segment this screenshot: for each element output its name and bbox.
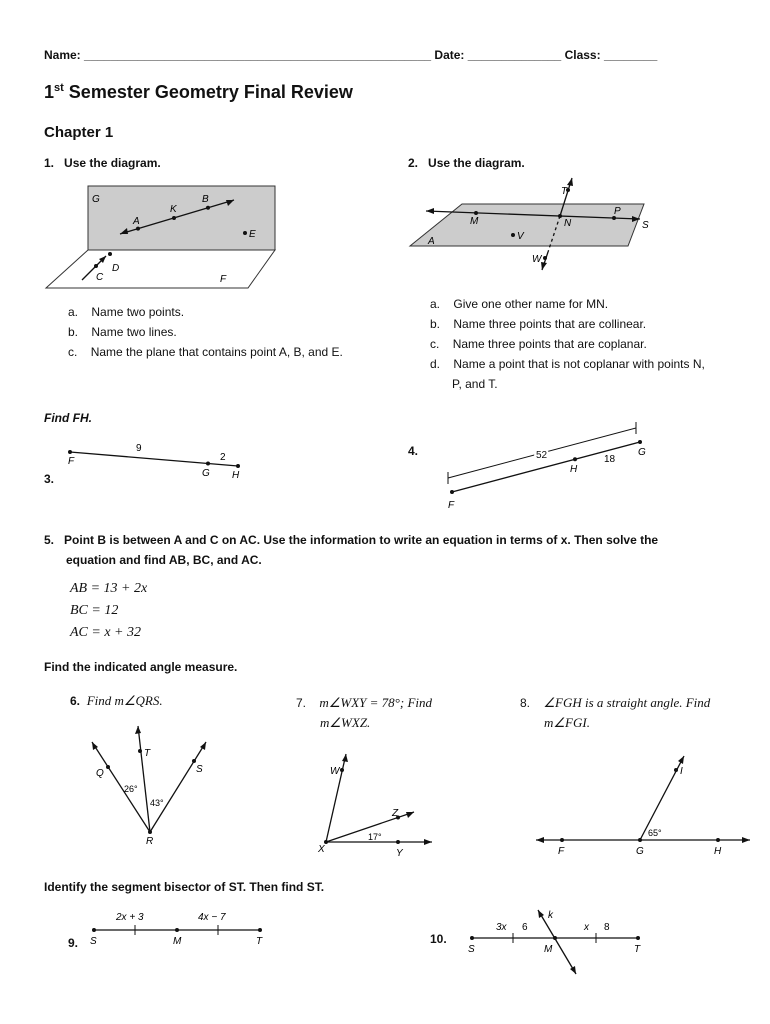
q9-segment-diagram	[84, 906, 284, 950]
page-title	[44, 82, 353, 103]
q10-label-m: M	[544, 944, 553, 955]
q10-length-sx: 3x	[496, 922, 507, 933]
q5-prompt-line2: equation and find AB, BC, and AC.	[66, 553, 262, 567]
q2-label-w: W	[532, 254, 542, 265]
q1-label-f: F	[220, 274, 227, 285]
q6-prompt: 6. Find m∠QRS.	[70, 693, 163, 708]
name-blank[interactable]: ____________________________________________________	[84, 48, 432, 62]
q9-number: 9.	[68, 936, 79, 950]
q10-number: 10.	[430, 932, 447, 946]
q8-angle-1: 65°	[648, 828, 662, 838]
q1-subquestions	[68, 302, 343, 362]
q6-label-q: Q	[96, 768, 104, 779]
name-label: Name:	[44, 48, 81, 62]
q4-length-hg: 18	[604, 454, 616, 465]
q1-item: b. Name two lines.	[68, 325, 177, 339]
q5-equations	[70, 578, 147, 644]
q1-label-c: C	[96, 272, 104, 283]
q7-angle-diagram	[312, 748, 452, 858]
q4-length-fg: 52	[536, 450, 548, 461]
q7-angle-1: 17°	[368, 832, 382, 842]
q1-label-b: B	[202, 194, 209, 205]
q10-label-k: k	[548, 910, 553, 921]
q1-heading	[44, 156, 161, 170]
q2-plane-diagram	[404, 174, 654, 274]
q2-subquestions	[430, 294, 705, 394]
q6-angle-2: 43°	[150, 798, 164, 808]
q4-label-f: F	[448, 500, 455, 511]
q5-equation: AB = 13 + 2x	[70, 581, 148, 596]
q7-label-y: Y	[396, 848, 403, 858]
q4-label-h: H	[570, 464, 578, 475]
q5-number: 5.	[44, 533, 55, 547]
q1-label-k: K	[170, 204, 177, 215]
q5-prompt-line1: Point B is between A and C on AC. Use the information to write an equation in terms of x. Then solve the	[64, 533, 659, 547]
q10-segment-diagram	[462, 904, 648, 978]
q2-label-m: M	[470, 216, 479, 227]
q7-label-z: Z	[392, 808, 399, 819]
q3-length-gh: 2	[220, 452, 226, 463]
q2-label-p: P	[614, 206, 621, 217]
q4-number: 4.	[408, 444, 419, 458]
q8-angle-diagram	[530, 752, 760, 858]
q7-label-x: X	[318, 844, 325, 855]
q1-label-a: A	[133, 216, 140, 227]
q3-label-g: G	[202, 468, 210, 479]
q4-label-g: G	[638, 447, 646, 458]
bisector-section-heading: Identify the segment bisector of ST. Then find ST.	[44, 880, 325, 894]
q2-item: a. Give one other name for MN.	[430, 297, 609, 311]
q2-label-t: T	[561, 186, 568, 197]
student-info-header	[44, 48, 657, 62]
q2-item: b. Name three points that are collinear.	[430, 317, 647, 331]
q6-angle-1: 26°	[124, 784, 138, 794]
q1-plane-diagram	[40, 180, 280, 290]
q3-length-fg: 9	[136, 443, 142, 454]
q9-length-mt: 4x − 7	[198, 912, 226, 923]
q2-prompt: Use the diagram.	[428, 156, 525, 170]
q1-label-g: G	[92, 194, 100, 205]
q8-label-h: H	[714, 846, 722, 857]
title-text: Semester Geometry Final Review	[63, 82, 353, 102]
q3-number: 3.	[44, 472, 55, 486]
q1-number: 1.	[44, 156, 55, 170]
date-blank[interactable]: ______________	[467, 48, 562, 62]
q10-label-t: T	[634, 944, 641, 955]
q9-label-s: S	[90, 936, 97, 947]
q10-length-8: 8	[604, 922, 610, 933]
q2-label-v: V	[517, 231, 524, 242]
q1-item: a. Name two points.	[68, 305, 185, 319]
q7-label-w: W	[330, 766, 340, 777]
angle-section-heading: Find the indicated angle measure.	[44, 660, 238, 674]
q1-label-e: E	[249, 229, 256, 240]
q6-number: 6.	[70, 694, 81, 708]
q9-length-sm: 2x + 3	[116, 912, 144, 923]
q5-equation: AC = x + 32	[70, 625, 141, 640]
class-label: Class:	[564, 48, 601, 62]
q2-label-s: S	[642, 220, 649, 231]
q2-item: c. Name three points that are coplanar.	[430, 337, 647, 351]
q2-heading	[408, 156, 525, 170]
q3-label-h: H	[232, 470, 240, 481]
date-label: Date:	[434, 48, 465, 62]
q3-label-f: F	[68, 456, 75, 467]
q2-number: 2.	[408, 156, 419, 170]
q5-equation: BC = 12	[70, 603, 119, 618]
find-fh-heading: Find FH.	[44, 411, 92, 425]
q7-number: 7.	[296, 696, 307, 710]
q8-label-f: F	[558, 846, 565, 857]
q3-segment-diagram	[60, 438, 260, 486]
q5-prompt	[44, 530, 744, 570]
q8-label-i: I	[680, 766, 683, 777]
q7-prompt: 7. m∠WXY = 78°; Find m∠WXZ.	[296, 695, 433, 730]
q6-label-t: T	[144, 748, 151, 759]
q8-number: 8.	[520, 696, 531, 710]
title-number: 1	[44, 82, 55, 102]
chapter-heading: Chapter 1	[44, 124, 114, 141]
q6-label-r: R	[146, 836, 154, 847]
q6-label-s: S	[196, 764, 203, 775]
q9-label-t: T	[256, 936, 263, 947]
q4-segment-diagram	[440, 420, 660, 512]
q2-label-n: N	[564, 218, 572, 229]
q1-item: c. Name the plane that contains point A, B, and E.	[68, 345, 343, 359]
q1-label-d: D	[112, 263, 120, 274]
q2-item: d. Name a point that is not coplanar with points N,	[430, 357, 705, 371]
q8-prompt: 8. ∠FGH is a straight angle. Find m∠FGI.	[520, 695, 711, 730]
q6-angle-diagram	[84, 720, 224, 850]
q10-length-x: x	[584, 922, 589, 933]
title-superscript: st	[54, 82, 64, 94]
q2-item: P, and T.	[452, 377, 498, 391]
q9-label-m: M	[173, 936, 182, 947]
class-blank[interactable]: ________	[603, 48, 658, 62]
q10-length-6: 6	[522, 922, 528, 933]
q1-prompt: Use the diagram.	[64, 156, 161, 170]
q2-label-a: A	[428, 236, 435, 247]
q10-label-s: S	[468, 944, 475, 955]
q8-label-g: G	[636, 846, 644, 857]
